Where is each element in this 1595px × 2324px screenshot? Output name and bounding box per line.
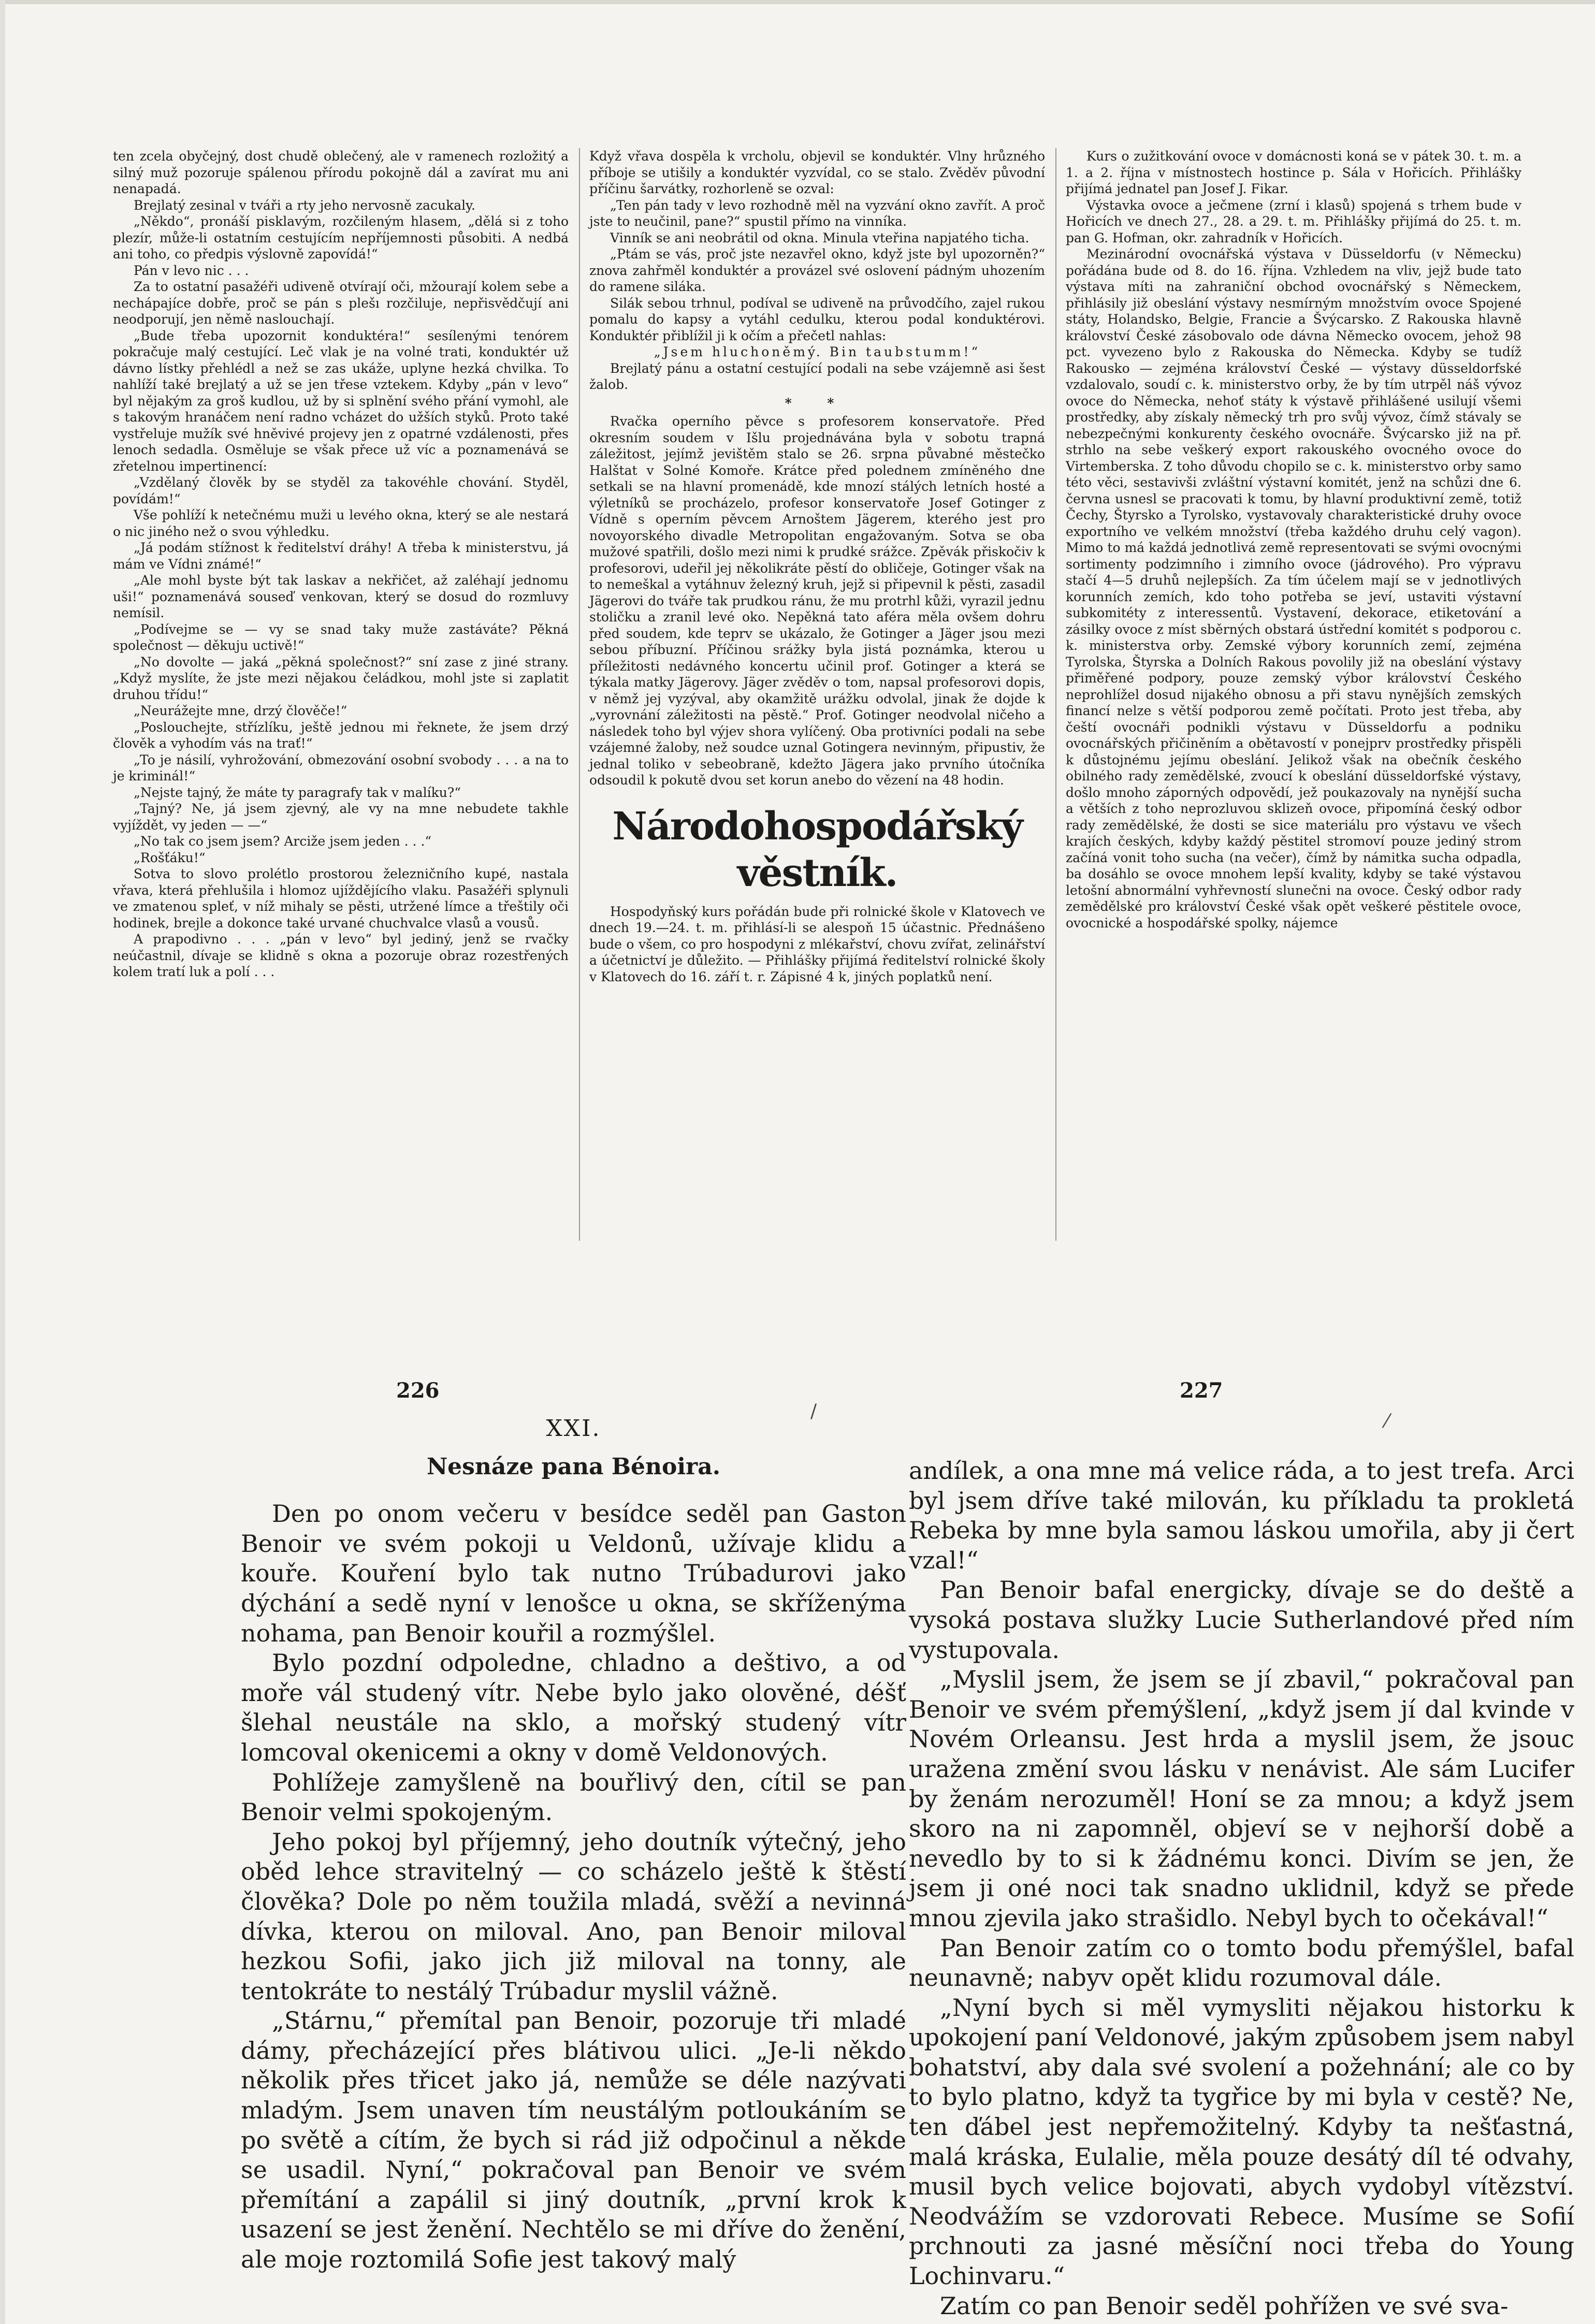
margin-mark: ⁄ (1385, 1411, 1389, 1432)
news-paragraph: Když vřava dospěla k vrcholu, objevil se konduktér. Vlny hrůzného příboje se utišily a konduktér vyzvídal, co se stalo. Zvěděv původní příčinu šarvátky, rozhorleně se ozval: (589, 149, 1045, 196)
news-paragraph: „Nejste tajný, že máte ty paragrafy tak v malíku?“ (134, 785, 461, 800)
section-asterisks: * * (785, 395, 850, 411)
page-edge-left (0, 0, 5, 2324)
news-paragraph: „Ptám se vás, proč jste nezavřel okno, když jste byl upozorněn?“ znova zahřměl konduktér a provázel své oslovení pádným uhozením do ramene siláka. (589, 246, 1045, 294)
news-paragraph: A prapodivno . . . „pán v levo“ byl jediný, jenž se rvačky neúčastnil, dívaje se klidně s okna a pozoruje obraz rozestřených kolem tratí luk a polí . . . (113, 932, 569, 979)
book-paragraph: Pan Benoir zatím co o tomto bodu přemýšlel, bafal neunavně; nabyv opět klidu rozumoval dále. (909, 1934, 1574, 1992)
section-banner: Národohospodářský věstník. (612, 804, 1022, 895)
book-paragraph: Zatím co pan Benoir seděl pohřížen ve své sva- (940, 2291, 1509, 2320)
news-paragraph: Brejlatý pánu a ostatní cestující podali na sebe vzájemně asi šest žalob. (589, 360, 1045, 392)
news-paragraph: „No tak co jsem jsem? Arciže jsem jeden . . .“ (134, 834, 432, 849)
news-column-3 (1066, 148, 1521, 1241)
news-paragraph: Výstavka ovoce a ječmene (zrní i klasů) spojená s trhem bude v Hořicích ve dnech 27., 28. a 29. t. m. Přihlášky přijímá do 25. t. m. pan G. Hofman, okr. zahradník v Hořicích. (1066, 197, 1521, 245)
book-paragraph: Pan Benoir bafal energicky, dívaje se do deště a vysoká postava služky Lucie Sutherlandové před ním vystupovala. (909, 1576, 1574, 1664)
book-paragraph: „Myslil jsem, že jsem se jí zbavil,“ pokračoval pan Benoir ve svém přemýšlení, „když jsem jí dal kvinde v Novém Orleansu. Jest hrda a myslil jsem, že jsouc uražena změní svou lásku v nenávist. Ale sám Lucifer by ženám nerozuměl! Honí se za mnou; a když jsem skoro na ni zapomněl, objeví se v nejhorší době a nevedlo by to si k žádnému konci. Divím se jen, že jsem ji oné noci tak snadno uklidnil, když se přede mnou zjevila jako strašidlo. Nebyl bych to očekával!“ (909, 1665, 1574, 1932)
page-number-left: 226 (396, 1378, 440, 1403)
chapter-number: XXI. (546, 1415, 601, 1442)
news-paragraph: Kurs o zužitkování ovoce v domácnosti koná se v pátek 30. t. m. a 1. a 2. října v místnostech hostince p. Sála v Hořicích. Přihlášky přijímá jednatel pan Josef J. Fikar. (1066, 149, 1521, 196)
news-paragraph: „Ale mohl byste být tak laskav a nekřičet, až zaléhají jednomu uši!“ poznamenává souseď venkovan, který se dosud do rozmluvy nemísil. (113, 573, 569, 620)
news-paragraph: Za to ostatní pasažéři udiveně otvírají oči, mžourají kolem sebe a nechápajíce dobře, proč se pán s plešı rozčiluje, nepřisvědčují ani neodporují, jen němě naslouchají. (113, 279, 569, 327)
news-column-2 (589, 148, 1045, 1241)
news-paragraph: Hospodyňský kurs pořádán bude při rolnické škole v Klatovech ve dnech 19.—24. t. m. přihlásí-li se alespoň 15 účastnic. Přednášeno bude o všem, co pro hospodyni z mlékařství, chovu zvířat, zelinářství a účetnictví je důležito. — Přihlášky přijímá ředitelství rolnické školy v Klatovech do 16. září t. r. Zápisné 4 k, jiných poplatků není. (589, 904, 1045, 984)
news-paragraph: Vše pohlíží k netečnému muži u levého okna, který se ale nestará o nic jiného než o svou výhledku. (113, 507, 569, 539)
news-paragraph: „Já podám stížnost k ředitelství dráhy! A třeba k ministerstvu, já mám ve Vídni známé!“ (113, 540, 569, 572)
news-column-1 (113, 148, 569, 1241)
news-paragraph: „Neurážejte mne, drzý člověče!“ (134, 703, 347, 718)
book-paragraph: Pohlížeje zamyšleně na bouřlivý den, cítil se pan Benoir velmi spokojeným. (241, 1768, 906, 1826)
book-page-right (909, 1377, 1574, 2320)
book-paragraph: Den po onom večeru v besídce seděl pan Gaston Benoir ve svém pokoji u Veldonů, užívaje klidu a kouře. Kouření bylo tak nutno Trúbadurovi jako dýchání a sedě nyní v lenošce u okna, se skříženýma nohama, pan Benoir kouřil a rozmýšlel. (241, 1500, 906, 1647)
book-page-left (241, 1377, 906, 2289)
news-paragraph: „Poslouchejte, střízlíku, ještě jednou mi řeknete, že jsem drzý člověk a vyhodím vás na trať!“ (113, 719, 569, 751)
newspaper-section (113, 148, 1521, 1241)
news-paragraph: „Někdo“, pronáší pisklavým, rozčileným hlasem, „dělá si z toho plezír, může-li ostatním cestujícím nepříjemnosti působiti. A nedbá ani toho, co předpis výslovně zapovídá!“ (113, 214, 569, 262)
margin-mark: / (810, 1401, 817, 1422)
chapter-title: Nesnáze pana Bénoira. (426, 1453, 721, 1480)
news-paragraph: Vinník se ani neobrátil od okna. Minula vteřina napjatého ticha. (610, 230, 1030, 245)
news-paragraph: „Podívejme se — vy se snad taky muže zastáváte? Pěkná společnost — děkuju uctivě!“ (113, 621, 569, 653)
column-rule (1055, 148, 1056, 1241)
news-paragraph: „Ten pán tady v levo rozhodně měl na vyzvání okno zavřít. A proč jste to neučinil, pane?“ spustil přímo na vinníka. (589, 197, 1045, 229)
book-paragraph: „Stárnu,“ přemítal pan Benoir, pozoruje tři mladé dámy, přecházející přes blátivou ulici. „Je-li někdo několik přes třicet jako já, nemůže se déle nazývati mladým. Jsem unaven tím neustálým potloukáním se po světě a cítím, že bych si rád již odpočinul a někde se usadil. Nyní,“ pokračoval pan Benoir ve svém přemítání a zapálil si jiný doutník, „první krok k usazení se jest ženění. Nechtělo se mi dříve do ženění, ale moje roztomilá Sofie jest takový malý (241, 2007, 906, 2274)
news-paragraph: „Bude třeba upozornit konduktéra!“ sesílenými tenórem pokračuje malý cestující. Leč vlak je na volné trati, konduktér už dávno lístky přehlédl a než se zas ukáže, uplyne hezká chvilka. To nahlíží také brejlatý a už se jen třese vztekem. Kdyby „pán v levo“ byl nějakým za groš kudlou, už by si splnění svého přání vymohl, ale s takovým hranáčem není radno vcházet do užších styků. Proto také vystřeluje mužík své hněvivé projevy jen z opatrné vzdálenosti, přes lenoch sedadla. Osměluje se však přece už víc a poznamenává se zřetelnou impertinencí: (113, 328, 569, 474)
column-rule (579, 148, 580, 1241)
news-paragraph: „Vzdělaný člověk by se styděl za takovéhle chování. Styděl, povídám!“ (113, 475, 569, 506)
book-paragraph: Bylo pozdní odpoledne, chladno a deštivo, a od moře vál studený vítr. Nebe bylo jako olověné, déšť šlehal neustále na sklo, a mořský studený vítr lomcoval okenicemi a okny v domě Veldonových. (241, 1649, 906, 1766)
news-paragraph: Sotva to slovo prolétlo prostorou železničního kupé, nastala vřava, která přehlušila i hlomoz ujíždějícího vlaku. Pasažéři splynuli ve zmatenou spleť, v níž mihaly se pěsti, utržené límce a třeštily oči hodinek, brejle a dokonce také urvané chuchvalce vlasů a vousů. (113, 866, 569, 931)
news-paragraph: Mezinárodní ovocnářská výstava v Düsseldorfu (v Německu) pořádána bude od 8. do 16. října. Vzhledem na vliv, jejž bude tato výstava míti na zahraniční obchod ovocnářský s Německem, přihlásily již obeslání výstavy nesmírným množstvím ovoce Spojené státy, Holandsko, Belgie, Francie a Švýcarsko. Z Rakouska hlavně království České zásobovalo ode dávna Německo ovocem, jehož 98 pct. vyvezeno bylo z Rakouska do Německa. Kdyby se tudíž Rakousko — zejména království České — výstavy düsseldorfské vzdalovalo, soudí c. k. ministerstvo orby, že by tím utrpěl náš vývoz ovoce do Německa, nehoť státy k výstavě přihlášené usilují všemi prostředky, aby získaly německý trh pro svůj vývoz, čímž stávaly se nebezpečnými konkurenty českého ovocnáře. Švýcarsko již na př. strhlo na sebe veškerý export rakouského ovocného ovoce do Virtemberska. Z toho důvodu chopilo se c. k. ministerstvo orby samo této věci, sestavivši zvláštní výstavní komitét, jenž na schůzi dne 6. června usnesl se pracovati k tomu, by hlavní produktivní země, totiž Čechy, Štyrsko a Tyrolsko, vystavovaly charakteristické druhy ovoce exportního ve velkém množství (třeba každého druhu celý vagon). Mimo to má každá jednotlivá země representovati se svými ovocnými sortimenty podzimního i zimního ovoce (jádrového). Pro výpravu stačí 4—5 druhů nejlepších. Za tím účelem mají se v jednotlivých korunních zemích, kdo toho potřeba se jeví, ustaviti výstavní subkomitéty z interessentů. Vystavení, dekorace, etiketování a zásilky ovoce z míst sběrných obstará ústřední komitét s podporou c. k. ministerstva orby. Zemské výbory korunních zemí, zejména Tyrolska, Štyrska a Dolních Rakous povolily již na obeslání výstavy přiměřené podpory, pouze zemský výbor království Českého neprohlížel dosud nijakého obnosu a při stavu nynějších zemských financí nelze s větší podporou země počítati. Proto jest třeba, aby čeští ovocnáři podnikli výstavu v Düsseldorfu a podniku ovocnářských přičiněním a obětavostí v ponejprv prostředky přispěli k důstojnému jejímu obeslání. Jelikož však na obečník českého obilného rady zemědělské, zvoucí k obeslání düsseldorfské výstavy, došlo mnoho záporných odpovědí, jež poukazovaly na nynější sucha a větších z toho neprozluvou sklizeň ovoce, připomíná český odbor rady zemědělské, že dosti se sice materiálu pro výstavu ve všech krajích českých, kdyby každý pěstitel stromoví pouze jediný strom začíná vonit toho sucha (na večer), čímž by námitka sucha odpadla, ba dosáhlo se ovoce mnohem lepší kvality, kdyby se také výstavou letošní abnormální vyhřevností slunečni na ovoce. Český odbor rady zemědělské pro království České však opět veškeré pěstitele ovoce, ovocnické a hospodářské spolky, nájemce (1066, 246, 1521, 931)
news-paragraph: „Tajný? Ne, já jsem zjevný, ale vy na mne nebudete takhle vyjíždět, vy jeden — —“ (113, 801, 569, 833)
news-paragraph: „Rošťáku!“ (134, 850, 206, 865)
page-edge (0, 0, 1595, 4)
news-paragraph: „No dovolte — jaká „pěkná společnost?“ sní zase z jiné strany. „Když myslíte, že jste mezi nějakou čeládkou, mohl jste si zaplatit druhou třídu!“ (113, 654, 569, 702)
news-quote-line: „Jsem hluchoněmý. Bin taubstumm!“ (654, 344, 981, 359)
news-paragraph: ten zcela obyčejný, dost chudě oblečený, ale v ramenech rozložitý a silný muž pozoruje spálenou přírodu pokojně dál a zavírat mu ani nenapadá. (113, 149, 569, 196)
news-paragraph: Silák sebou trhnul, podíval se udiveně na průvodčího, zajel rukou pomalu do kapsy a vytáhl cedulku, kterou podal konduktérovi. Konduktér přiblížil ji k očím a přečetl nahlas: (589, 295, 1045, 343)
news-paragraph: Rvačka operního pěvce s profesorem konservatoře. Před okresním soudem v Išlu projednávána byla v sobotu trapná záležitost, jejímž jevištěm stalo se 26. srpna půvabné městečko Halštat v Solné Komoře. Krátce před polednem zmíněného dne setkali se na hlavní promenádě, kde mnozí stálých letních hosté a výletníků se procházelo, profesor konservatoře Josef Gotinger z Vídně s operním pěvcem Arnoštem Jägerem, kterého jest pro novoyorského divadle Metropolitan engažovaným. Sotva se oba mužové spatřili, došlo mezi nimi k prudké srážce. Zpěvák přiskočiv k profesorovi, udeřil jej několikráte pěstí do obličeje, Gotinger však na to nemeškal a vytáhnuv železný kruh, jejž si připevnil k pěsti, zasadil Jägerovi do tváře tak prudkou ránu, že mu protrhl kůži, vyrazil jednu stoličku a zranil levé oko. Nepěkná tato aféra měla ovšem dohru před soudem, kde teprv se ukázalo, že Gotinger a Jäger jsou mezi sebou příbuzní. Příčinou srážky byla jistá poznámka, kterou u příležitosti nedávného koncertu učinil prof. Gotinger a která se týkala matky Jägerovy. Jäger zvěděv o tom, napsal profesorovi dopis, v němž jej vyzýval, aby okamžitě urážku odvolal, jinak že dojde k „vyrovnání záležitosti na pěstě.“ Prof. Gotinger neodvolal ničeho a následek toho byl výjev shora vylíčený. Oba protivníci podali na sebe vzájemné žaloby, než soudce uznal Gotingera nevinným, připustiv, že jednal toliko v sebeobraně, kdežto Jägera jako prvního útočníka odsoudil k pokutě dvou set korun anebo do vězení na 48 hodin. (589, 414, 1045, 788)
book-paragraph: andílek, a ona mne má velice ráda, a to jest trefa. Arci byl jsem dříve také milován, ku příkladu ta prokletá Rebeka by mne byla samou láskou umořila, aby ji čert vzal!“ (909, 1457, 1574, 1574)
news-paragraph: Pán v levo nic . . . (134, 263, 249, 278)
news-paragraph: „To je násilí, vyhrožování, obmezování osobní svobody . . . a na to je kriminál!“ (113, 752, 569, 783)
page-number-right: 227 (1180, 1378, 1223, 1403)
book-paragraph: „Nyní bych si měl vymysliti nějakou historku k upokojení paní Veldonové, jakým způsobem jsem nabyl bohatství, aby dala své svolení a požehnání; ale co by to bylo platno, když ta tygřice by mi byla v cestě? Ne, ten ďábel jest nepřemožitelný. Kdyby ta nešťastná, malá kráska, Eulalie, měla pouze desátý díl té odvahy, musil bych velice bojovati, abych vydobyl vítězství. Neodvážím se vzdorovati Rebece. Musíme se Sofií prchnouti za jasné měsíční noci třeba do Young Lochinvaru.“ (909, 1993, 1574, 2290)
book-paragraph: Jeho pokoj byl příjemný, jeho doutník výtečný, jeho oběd lehce stravitelný — co scházelo ještě k štěstí člověka? Dole po něm toužila mladá, svěží a nevinná dívka, kterou on miloval. Ano, pan Benoir miloval hezkou Sofii, jako jich již miloval na tonny, ale tentokráte to nestálý Trúbadur myslil vážně. (241, 1827, 906, 2005)
news-paragraph: Brejlatý zesinal v tváři a rty jeho nervosně zacukaly. (134, 197, 475, 213)
